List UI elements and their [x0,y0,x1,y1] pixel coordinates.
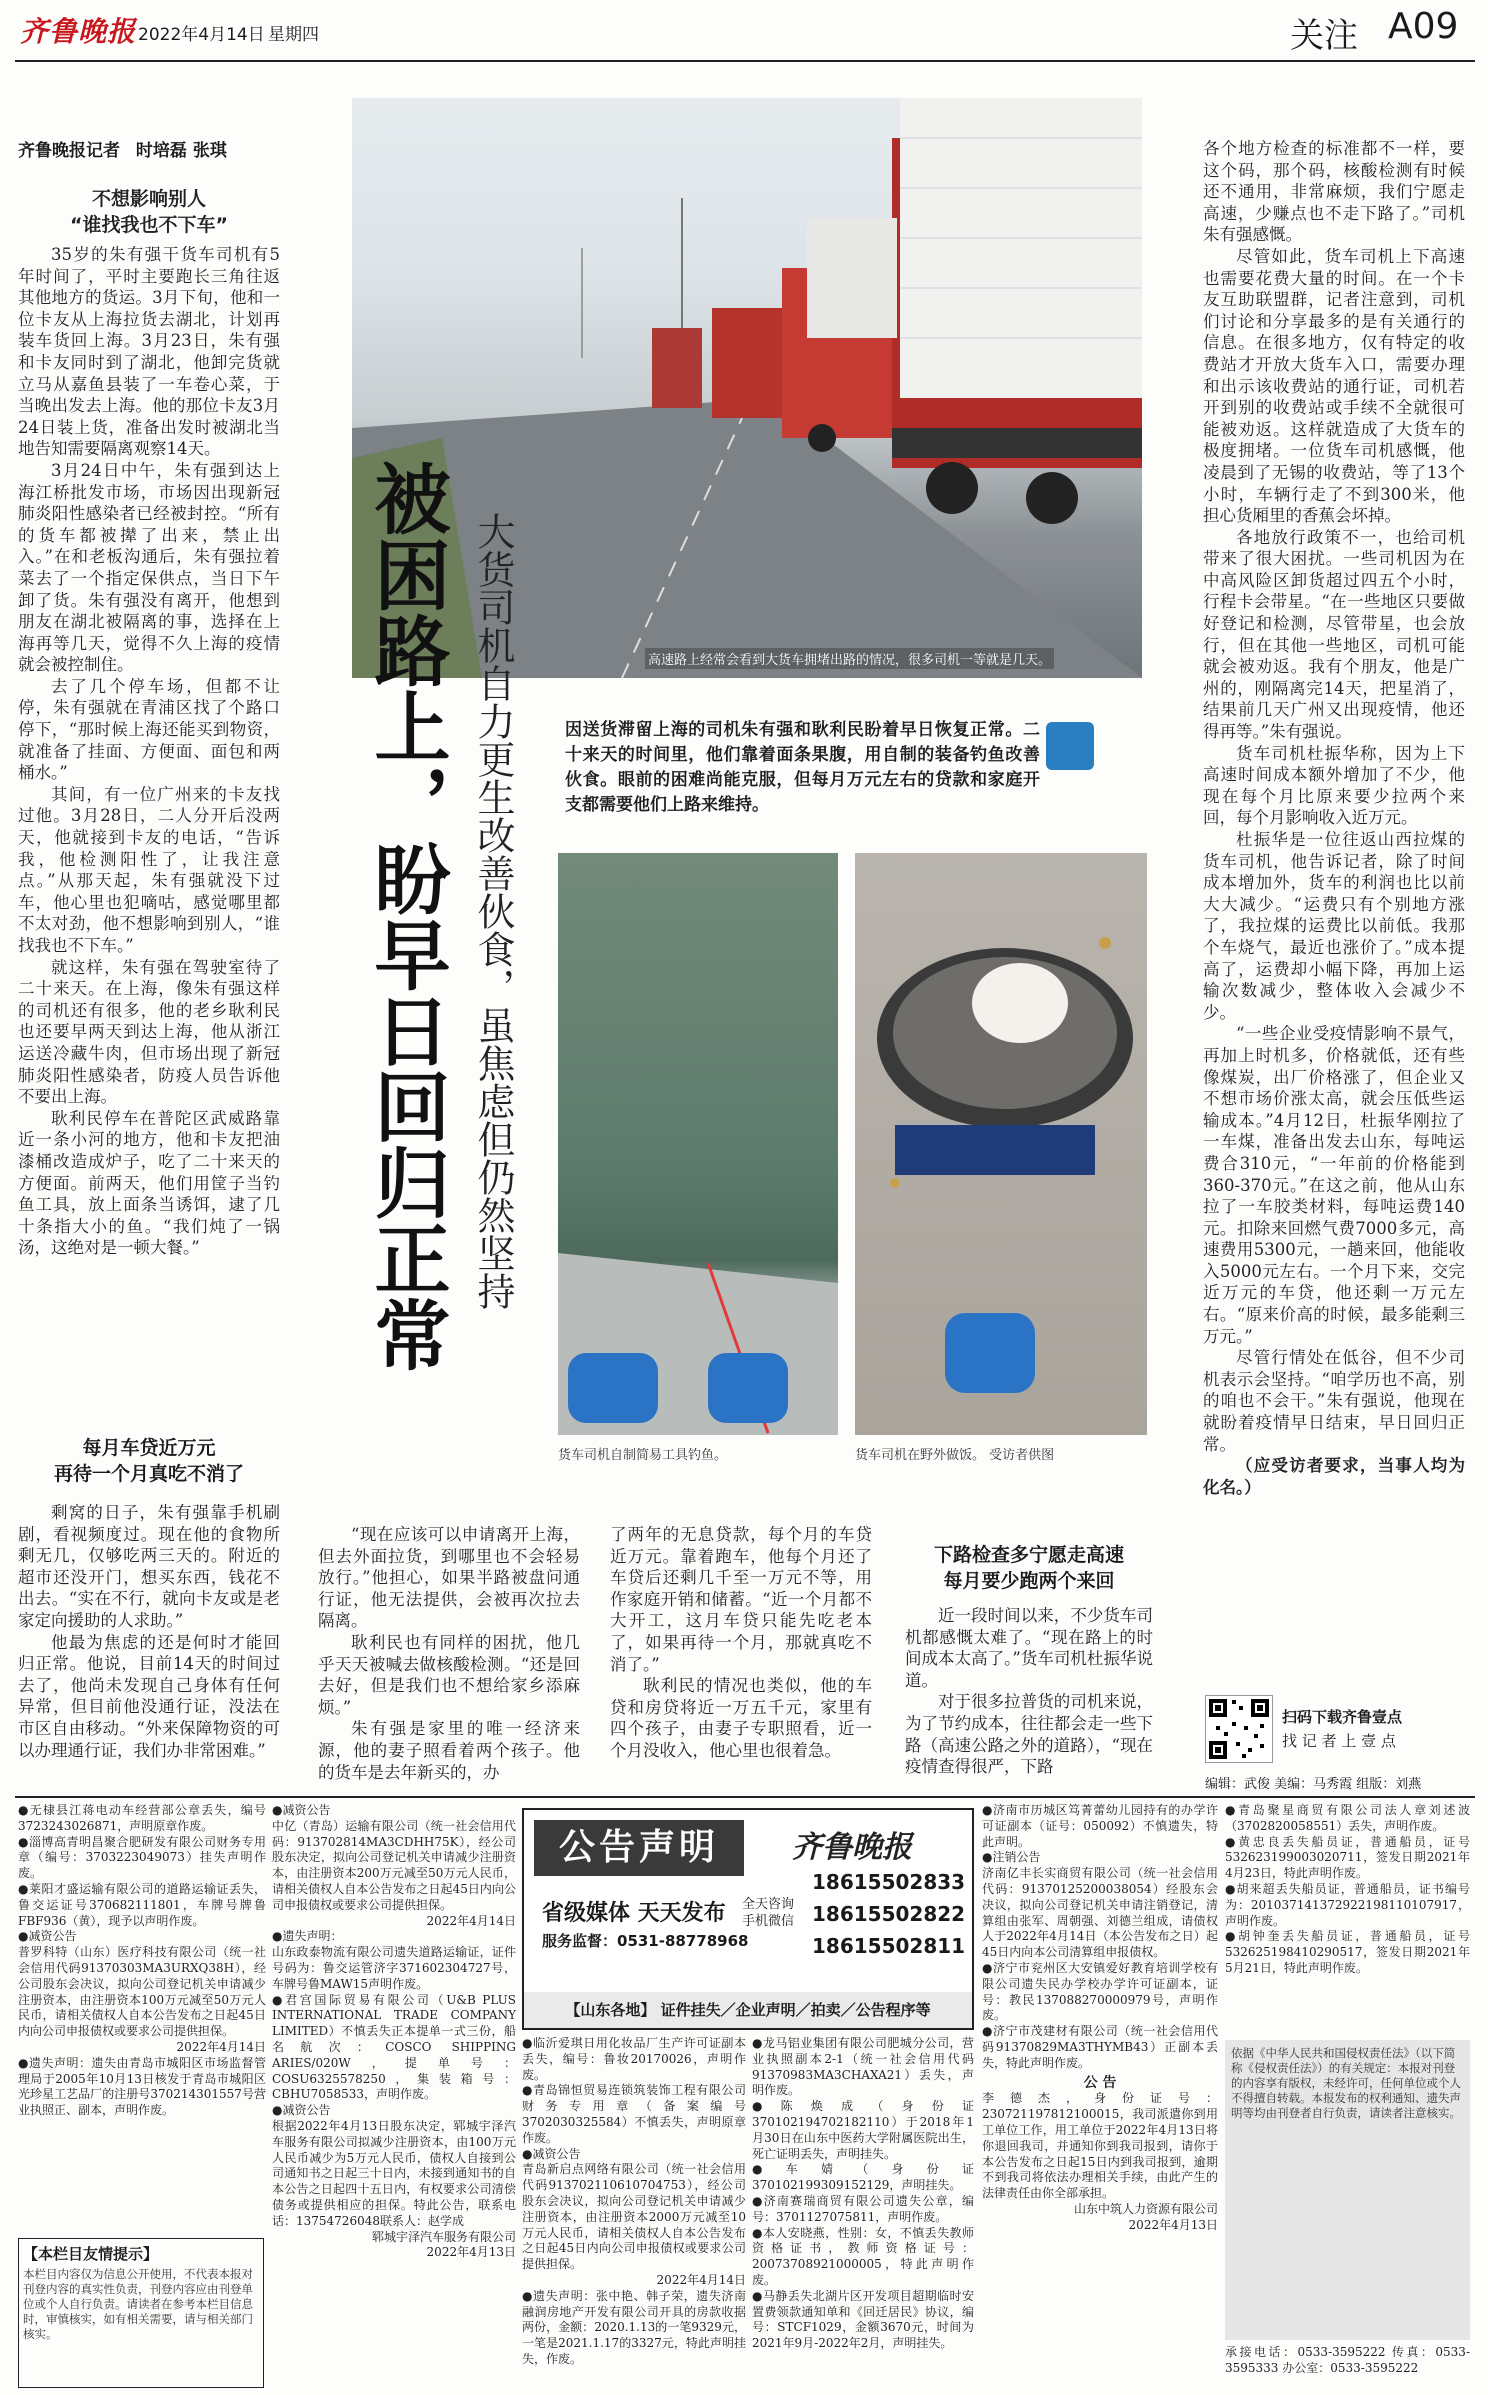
paragraph: 杜振华是一位往返山西拉煤的货车司机，他告诉记者，除了时间成本增加外，货车的利润也比以前大大减少。“运费只有个别地方涨了，我拉煤的运费比以前低。我那个车烧气，最近也涨价了。”成本提高了，运费却小幅下降，再加上运输次数减少，整体收入会减少不少。 [1203,830,1465,1022]
ad-item-date: 2022年4月13日 [426,2245,516,2260]
ad-item: ●减资公告 [272,2103,331,2118]
ad-item: ●减资公告 [272,1803,331,1817]
ad-item: ●济宁市茂建材有限公司（统一社会信用代码91370829MA3THYMB43）正副本丢失，特此声明作废。 [982,2024,1218,2070]
fishing-illustration [558,853,838,1435]
qr-code-pattern [1206,1696,1272,1762]
paragraph: 其间，有一位广州来的卡友找过他。3月28日，二人分开后没两天，他就接到卡友的电话，“告诉我，他检测阳性了，让我注意点。”从那天起，朱有强就没下过车，他心里也犯嘀咕，感觉哪里都不太对劲，他不想影响到别人，“谁找我也不下车。” [18,784,280,955]
ads-column-3 [522,2036,746,2388]
ad-item: ●青岛聚星商贸有限公司法人章刘述波（3702820058551）丢失，声明作废。 [1225,1803,1470,1833]
notice-banner [522,1808,974,2030]
ad-item: ●济宁市兖州区大安镇爱好教育培训学校有限公司遗失民办学校办学许可证副本，证号：教民137088270000979号，声明作废。 [982,1960,1218,2023]
paragraph: 各个地方检查的标准都不一样，要这个码，那个码，核酸检测有时候还不通用，非常麻烦，我们宁愿走高速，少赚点也不走下路了。”司机朱有强感慨。 [1203,139,1465,245]
paragraph: 3月24日中午，朱有强到达上海江桥批发市场，市场因出现新冠肺炎阳性感染者已经被封控。“所有的货车都被撵了出来，禁止出入。”在和老板沟通后，朱有强拉着菜去了一个指定保供点，当日下午卸了货。朱有强没有离开，他想到朋友在湖北被隔离的事，选择在上海再等几天，觉得不久上海的疫情就会被控制住。 [18,460,280,675]
paragraph: 货车司机杜振华称，因为上下高速时间成本额外增加了不少，他现在每个月比原来要少拉两个来回，每个月影响收入近万元。 [1203,743,1465,828]
banner-phone-1: 18615502833 [812,1870,966,1894]
ad-item: 青岛新启点网络有限公司（统一社会信用代码91370211061070475​3），经公司股东会决议，拟向公司登记机关申请减少注册资本，由注册资本2000万元减至10万元人民币，请相关债权人自本公告发布之日起45日内向公司申报债权或要求公司提供担保。 [522,2162,746,2272]
ad-item: ●遗失声明： [272,1929,343,1944]
subheading-3 [905,1542,1153,1594]
article-column-2 [18,1502,280,1802]
ad-item: ●临沂爱琪日用化妆品厂生产许可证副本丢失，编号：鲁妆20170026，声明作废。 [522,2036,746,2082]
ad-item: ●君宫国际贸易有限公司（U&B PLUS INTERNATIONAL TRADE COMPANY LIMITED）不慎丢失正本提单一式三份，船名航次：COSCO SHIPPING ARIES/020W，提单号：COSU6325578250，集装箱号：CBHU7058533，声明作废。 [272,1992,516,2102]
subheading-2-line2: 再待一个月真吃不消了 [53,1463,244,1485]
paragraph: 他最为焦虑的还是何时才能回归正常。他说，目前14天的时间过去了，他尚未发现自己身体有任何异常，但目前他没通行证，没法在市区自由移动。“外来保障物资的可以办理通行证，我们办非常困难。” [18,1632,280,1760]
ad-item: ●陈焕成（身份证37010219470218211​0）于2018年1月30日在山东中医药大学附属医院出生，死亡证明丢失，声明挂失。 [752,2099,974,2161]
legal-box [1225,2040,1470,2340]
ad-item: ●胡来超丢失船员证，普通船员，证书编号为：201037141372922198110107917，声明作废。 [1225,1881,1470,1928]
banner-service: 服务监督：0531-88778968 [542,1932,749,1950]
paragraph: 尽管如此，货车司机上下高速也需要花费大量的时间。在一个卡友互助联盟群，记者注意到，司机们讨论和分享最多的是有关通行的信息。在很多地方，仅有特定的收费站才开放大货车入口，需要办理和出示该收费站的通行证，司机若开到别的收费站或手续不全就很可能被劝返。这样就造成了大货车的极度拥堵。一位货车司机感慨，他凌晨到了无锡的收费站，等了13个小时，车辆行走了不到300米，他担心货厢里的香蕉会坏掉。 [1203,246,1465,526]
ad-item: ●黄忠良丢失船员证，普通船员，证号5326231990030207​11，签发日期2021年4月23日，特此声明作废。 [1225,1834,1470,1881]
banner-strip: 【山东各地】 证件挂失／企业声明／拍卖／公告程序等 [524,1992,972,2028]
ads-column-6 [1225,1803,1470,2033]
article-column-4 [610,1524,872,1809]
paragraph: 耿利民的情况也类似，他的车贷和房贷将近一万五千元，家里有四个孩子，由妻子专职照看，近一个月没收入，他心里也很着急。 [610,1676,872,1760]
byline-label: 齐鲁晚报记者 [18,141,120,161]
paragraph: 就这样，朱有强在驾驶室待了二十来天。在上海，像朱有强这样的司机还有很多，他的老乡耿利民也还要早两天到达上海，他从浙江运送冷藏牛肉，但市场出现了新冠肺炎阳性感染者，防疫人员告诉他不要出上海。 [18,957,280,1107]
ad-item-date: 2022年4月13日 [1128,2217,1218,2232]
ad-item: ●胡钟奎丢失船员证，普通船员，证号5326251984102905​17，签发日期2021年5月21日，特此声明作废。 [1225,1929,1470,1975]
ad-item: ●无棣县江蒋电动车经营部公章丢失，编号3723243026871，声明原章作废。 [18,1803,266,1833]
ad-item: ●济南赛瑞商贸有限公司遗失公章，编号：3701127075811，声明作废。 [752,2193,974,2224]
banner-phone-2: 18615502822 [812,1902,966,1926]
ad-item-date: 2022年4月14日 [426,1913,516,1928]
ad-notice-heading: 公 告 [1083,2074,1117,2091]
page-number: A09 [1388,6,1459,47]
editors-line: 编辑：武俊 美编：马秀霞 组版：刘燕 [1205,1777,1422,1792]
ad-item: ●青岛锦恒贸易连锁筑装饰工程有限公司财务专用章（备案编号3702030325584）不慎丢失，声明原章作废。 [522,2083,746,2145]
quote-icon [1046,722,1094,770]
paragraph: （应受访者要求，当事人均为化名。） [1203,1456,1465,1497]
ad-item: ●淄博高青明昌聚合肥研发有限公司财务专用章（编号：3703223049073）挂失声明作废。 [18,1834,266,1881]
paragraph: 耿利民也有同样的困扰，他几乎天天被喊去做核酸检测。“还是回去好，但是我们也不想给家乡添麻烦。” [318,1632,580,1717]
paragraph: 各地放行政策不一，也给司机带来了很大困扰。一些司机因为在中高风险区卸货超过四五个小时，行程卡会带星。“在一些地区只要做好登记和检测，尽管带星，也会放行，但在其他一些地区，司机可能就会被劝返。我有个朋友，他是广州的，刚隔离完14天，把星消了，结果前几天广州又出现疫情，他还得再等。”朱有强说。 [1203,527,1465,742]
subheading-2-line1: 每月车贷近万元 [82,1437,216,1459]
qr-line1: 扫码下载齐鲁壹点 [1282,1708,1403,1726]
fishing-photo [558,853,838,1435]
intro-lead: 因送货滞留上海的司机朱有强和耿利民盼着早日恢复正常。二十来天的时间里，他们靠着面条果腹，用自制的装备钓鱼改善伙食。眼前的困难尚能克服，但每月万元左右的贷款和家庭开支都需要他们上路来维持。 [565,720,1040,815]
notice-box-title: 【本栏目友情提示】 [23,2245,159,2263]
article-column-3 [318,1524,580,1809]
ads-column-5 [982,1803,1218,2388]
subheading-1 [18,186,280,238]
paragraph: 了两年的无息贷款，每个月的车贷近万元。靠着跑车，他每个月还了车贷后还剩几千至一万元不等，用作家庭开销和储蓄。“近一个月都不大开工，这月车贷只能先吃老本了，如果再待一个月，那就真吃不消了。” [610,1525,872,1674]
ad-item: 李德杰，身份证号：23072119781210001​5，我司派遣你到用工单位工作，用工单位于2022年4月13日将你退回我司，并通知你到我司报到，请你于本公告发布之日起15日内到我司报到，逾期不到我司将依法办理相关手续，由此产生的法律责任由你全部承担。 [982,2091,1218,2201]
ad-item-date: 2022年4月14日 [176,2039,266,2054]
ad-item-signature: 郓城宇泽汽车服务有限公司 [371,2229,516,2244]
ad-item: ●莱阳才盛运输有限公司的道路运输证丢失，鲁交运证号370682111801，车牌号牌鲁FBF936（黄），现予以声明作废。 [18,1881,266,1928]
paragraph: 朱有强是家里的唯一经济来源，他的妻子照看着两个孩子。他的货车是去年新买的，办 [318,1719,580,1782]
legal-box-text: 依据《中华人民共和国侵权责任法》（以下简称《侵权责任法》）的有关规定：本报对刊登的内容享有版权，未经许可，任何单位或个人不得擅自转载。本报发布的权利通知、遗失声明等均由刊登者自行负责，请读者注意核实。 [1231,2046,1461,2120]
banner-phone-3: 18615502811 [812,1934,966,1958]
paragraph: 剩窝的日子，朱有强靠手机刷剧，看视频度过。现在他的食物所剩无几，仅够吃两三天的。附近的超市还没开门，想买东西，钱花不出去。“实在不行，就向卡友或是老家定向援助的人求助。” [18,1503,280,1630]
ad-item: ●遗失声明：遗失由青岛市城阳区市场监督管理局于2005年10月13日核发于青岛市城阳区光珍星工艺品厂的注册号370214301557号营业执照正、副本，声明作废。 [18,2055,266,2118]
ad-item: ●车婧（身份证370102199309152129，声明挂失。 [752,2162,974,2193]
ad-item: ●注销公告 [982,1850,1041,1865]
ad-item-date: 2022年4月14日 [656,2272,746,2287]
ad-item: 济南亿丰长实商贸有限公司（统一社会信用代码：91370125200038054）经股东会决议，拟向公司登记机关申请注销登记，清算组由张军、周朝强、刘德兰组成，请债权人于2022年4月14日（本公告发布之日）起45日内向本公司清算组申报债权。 [982,1866,1218,1960]
qr-code[interactable] [1205,1695,1273,1763]
ads-divider [15,1796,1475,1798]
subheading-3-line1: 下路检查多宁愿走高速 [933,1544,1124,1566]
byline [18,136,227,161]
subheading-3-line2: 每月要少跑两个来回 [943,1570,1115,1592]
banner-logo: 齐鲁晚报 [792,1830,912,1865]
paragraph: “现在应该可以申请离开上海，但去外面拉货，到哪里也不会轻易放行。”他担心，如果半路被盘问通行证，他无法提供，会被再次拉去隔离。 [318,1525,580,1631]
ad-item: ●马静丢失北湖片区开发项目超期临时安置费领款通知单和《回迁居民》协议，编号：STCF1029，金额3670元，时间为2021年9月-2022年2月，声明挂失。 [752,2288,974,2351]
ad-item: ●龙马铝业集团有限公司肥城分公司，营业执照副本2-1（统一社会信用代码91370983MA3CHAXA21）丢失，声明作废。 [752,2036,974,2098]
subheading-2 [18,1435,280,1487]
headline-main: 被困路上，盼早日回归正常 [362,460,451,1372]
banner-title: 公告声明 [534,1820,744,1876]
masthead-logo: 齐鲁晚报 [20,15,137,48]
headline-sub: 大货司机自力更生改善伙食，虽焦虑但仍然坚持 [471,512,515,1310]
cooking-illustration [855,853,1147,1435]
paragraph: 35岁的朱有强干货车司机有5年时间了，平时主要跑长三角往返其他地方的货运。3月下旬，他和一位卡友从上海拉货去湖北，计划再装车货回上海。3月23日，朱有强和卡友同时到了湖北，他卸完货就立马从嘉鱼县装了一车卷心菜，于当晚出发去上海。他的那位卡友3月24日装上货，准备出发时被湖北当地告知需要隔离观察14天。 [18,245,280,459]
masthead-date: 2022年4月14日 [138,25,265,45]
notice-box-body: 本栏目内容仅为信息公开使用，不代表本报对刊登内容的真实性负责，刊登内容应由刊登单位或个人自行负责。请读者在参考本栏目信息时，审慎核实，如有相关需要，请与相关部门核实。 [23,2267,253,2341]
cooking-photo [855,853,1147,1435]
ad-item: 普罗科特（山东）医疗科技有限公司（统一社会信用代码91370303MA3URXQ38H），经公司股东会决议，拟向公司登记机关申请减少注册资本，由注册资本100万元减至50万元人民币，请相关债权人自本公告发布之日起45日内向公司申报债权或要求公司提供担保。 [18,1945,266,2039]
ad-item: 山东政泰物流有限公司遗失道路运输证，证件号码为：鲁交运管济字371602304727号，车牌号鲁MAW15声明作废。 [272,1945,516,1991]
ad-item: ●减资公告 [522,2146,581,2161]
subheading-1-line1: 不想影响别人 [91,188,206,210]
article-column-right [1203,138,1465,1686]
top-photo-caption: 高速路上经常会看到大货车拥堵出路的情况，很多司机一等就是几天。 [645,648,1054,669]
subheading-1-line2: “谁找我也不下车” [70,214,228,236]
ad-item: ●本人安晓燕，性别：女，不慎丢失教师资格证书，教师资格证号：20073708921000005，特此声明作废。 [752,2225,974,2287]
ads-column-4 [752,2036,974,2388]
service-line: 承接电话：0533-3595222 传真：0533-3595333 办公室：0533-3595222 [1225,2345,1470,2375]
banner-qr-note: 全天咨询 手机微信 [742,1897,795,1929]
paragraph: 对于很多拉普货的司机来说，为了节约成本，往往都会走一些下路（高速公路之外的道路），“现在疫情查得很严，下路 [905,1692,1153,1777]
ad-item: 根据2022年4月13日股东决定，郓城宇泽汽车服务有限公司拟减少注册资本，由100万元人民币减少为5万元人民币，债权人自接到公司通知书之日起三十日内，未接到通知书的自本公告之日起四十五日内，有权要求公司清偿债务或提供相应的担保。特此公告，联系电话：13754726048联系人：赵学成 [272,2118,516,2228]
article-column-1 [18,186,280,1411]
masthead-weekday: 星期四 [268,25,319,45]
ads-column-2 [272,1803,516,2388]
ads-column-1 [18,1803,266,2233]
qr-line2: 找 记 者 上 壹 点 [1282,1732,1396,1750]
masthead-rule [15,60,1475,62]
paragraph: 近一段时间以来，不少货车司机都感慨太难了。“现在路上的时间成本太高了。”货车司机杜振华说道。 [905,1606,1153,1690]
fishing-photo-caption: 货车司机自制简易工具钓鱼。 [558,1448,728,1463]
ad-item: ●减资公告 [18,1929,77,1944]
cooking-photo-caption: 货车司机在野外做饭。 受访者供图 [855,1448,1055,1463]
section-label: 关注 [1290,16,1358,56]
notice-box [18,2238,264,2388]
paragraph: 尽管行情处在低谷，但不少司机表示会坚持。“咱学历也不高，别的咱也不会干。”朱有强说，他现在就盼着疫情早日结束，早日回归正常。 [1203,1348,1465,1454]
paragraph: “一些企业受疫情影响不景气，再加上时机多，价格就低，还有些像煤炭，出厂价格涨了，但企业又不想市场价涨太高，就会压低些运输成本。”4月12日，杜振华刚拉了一车煤，准备出发去山东，每吨运费合310元，“一年前的价格能到360-370元。”在这之前，他从山东拉了一车胶类材料，每吨运费140元。扣除来回燃气费7000多元，高速费用5300元，一趟来回，他能收入5000元左右。一个月下来，交完近万元的车贷，他还剩一万元左右。“原来价高的时候，最多能剩三万元。” [1203,1024,1465,1346]
ad-item-signature: 山东中筑人力资源有限公司 [1073,2201,1218,2216]
ad-item: ●济南市历城区笃菁蕾幼儿园持有的办学许可证副本（证号：050092）不慎遗失，特此声明。 [982,1803,1218,1849]
byline-names: 时培磊 张琪 [135,141,227,161]
paragraph: 去了几个停车场，但都不让停，朱有强就在青浦区找了个路口停下，“那时候上海还能买到物资，就准备了挂面、方便面、面包和两桶水。” [18,676,280,783]
banner-slogan: 省级媒体 天天发布 [542,1901,726,1926]
ad-item: ●遗失声明：张中艳、韩子荣，遗失济南融润房地产开发有限公司开具的房款收据两份，金额：2020.1.13的一笔93​29元，一笔是2021.1.17的3327元，特此声明挂失，作废。 [522,2288,746,2366]
ad-item: 中亿（青岛）运输有限公司（统一社会信用代码：913702814MA3CDHH75K），经公司股东决定，拟向公司登记机关申请减少注册资本，由注册资本200万元减至50万元人民币，请相关债权人自本公告发布之日起45日内向公司申报债权或要求公司提供担保。 [272,1818,516,1912]
paragraph: 耿利民停车在普陀区武威路靠近一条小河的地方，他和卡友把油漆桶改造成炉子，吃了二十来天的方便面。前两天，他们用筐子当钓鱼工具，放上面条当诱饵，逮了几十条指大小的鱼。“我们炖了一锅汤，这绝对是一顿大餐。” [18,1108,280,1258]
article-column-5 [905,1605,1153,1810]
